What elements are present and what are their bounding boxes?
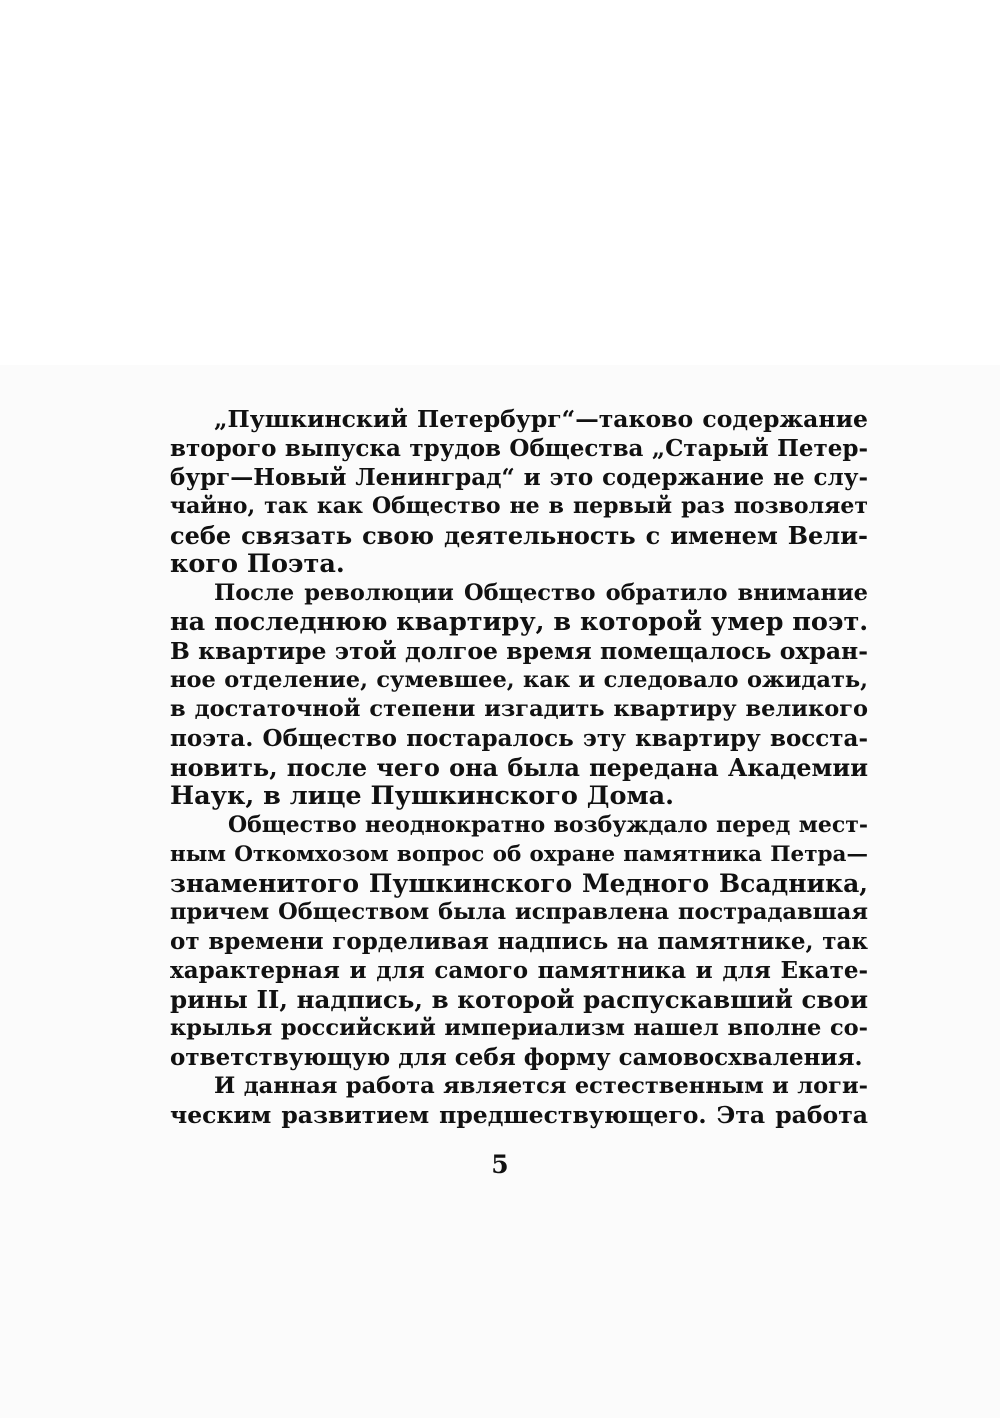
text-line: ное отделение, сумевшее, как и следовало ожидать,	[170, 667, 868, 693]
text-line: ответствующую для себя форму самовосхваления.	[170, 1044, 863, 1071]
text-line: в достаточной степени изгадить квартиру великого	[170, 696, 868, 722]
text-line: второго выпуска трудов Общества „Старый Петер-	[170, 435, 868, 462]
page-number: 5	[491, 1150, 509, 1179]
text-line: поэта. Общество постаралось эту квартиру восста-	[170, 725, 868, 752]
text-line: И данная работа является естественным и логи-	[214, 1073, 868, 1099]
body-text	[170, 405, 868, 1130]
text-line: Общество неоднократно возбуждало перед мест-	[228, 812, 868, 838]
text-line: крылья российский империализм нашел вполне со-	[170, 1015, 868, 1041]
paragraph-3	[170, 811, 868, 1072]
text-line: причем Обществом была исправлена пострадавшая	[170, 899, 868, 925]
text-line: После революции Общество обратило внимание	[214, 580, 868, 606]
paragraph-2	[170, 579, 868, 811]
text-line: В квартире этой долгое время помещалось охран-	[170, 637, 868, 665]
text-line: характерная и для самого памятника и для Екате-	[170, 957, 868, 984]
text-line: себе связать свою деятельность с именем Вели-	[170, 521, 868, 550]
text-line: ческим развитием предшествующего. Эта работа	[170, 1101, 868, 1129]
text-line: ным Откомхозом вопрос об охране памятника Петра—	[170, 842, 868, 867]
text-line: чайно, так как Общество не в первый раз позволяет	[170, 493, 868, 519]
text-line: рины II, надпись, в которой распускавший свои	[170, 985, 868, 1014]
paragraph-1	[170, 405, 868, 579]
text-line: кого Поэта.	[170, 549, 345, 579]
text-line: от времени горделивая надпись на памятнике, так	[170, 928, 868, 955]
text-line: на последнюю квартиру, в которой умер поэт.	[170, 607, 869, 637]
text-line: Наук, в лице Пушкинского Дома.	[170, 781, 675, 811]
text-line: „Пушкинский Петербург“—таково содержание	[214, 405, 868, 433]
text-line: новить, после чего она была передана Академии	[170, 753, 868, 782]
text-line: бург—Новый Ленинград“ и это содержание не слу-	[170, 464, 868, 491]
paragraph-4	[170, 1072, 868, 1130]
text-line: знаменитого Пушкинского Медного Всадника,	[170, 869, 868, 898]
